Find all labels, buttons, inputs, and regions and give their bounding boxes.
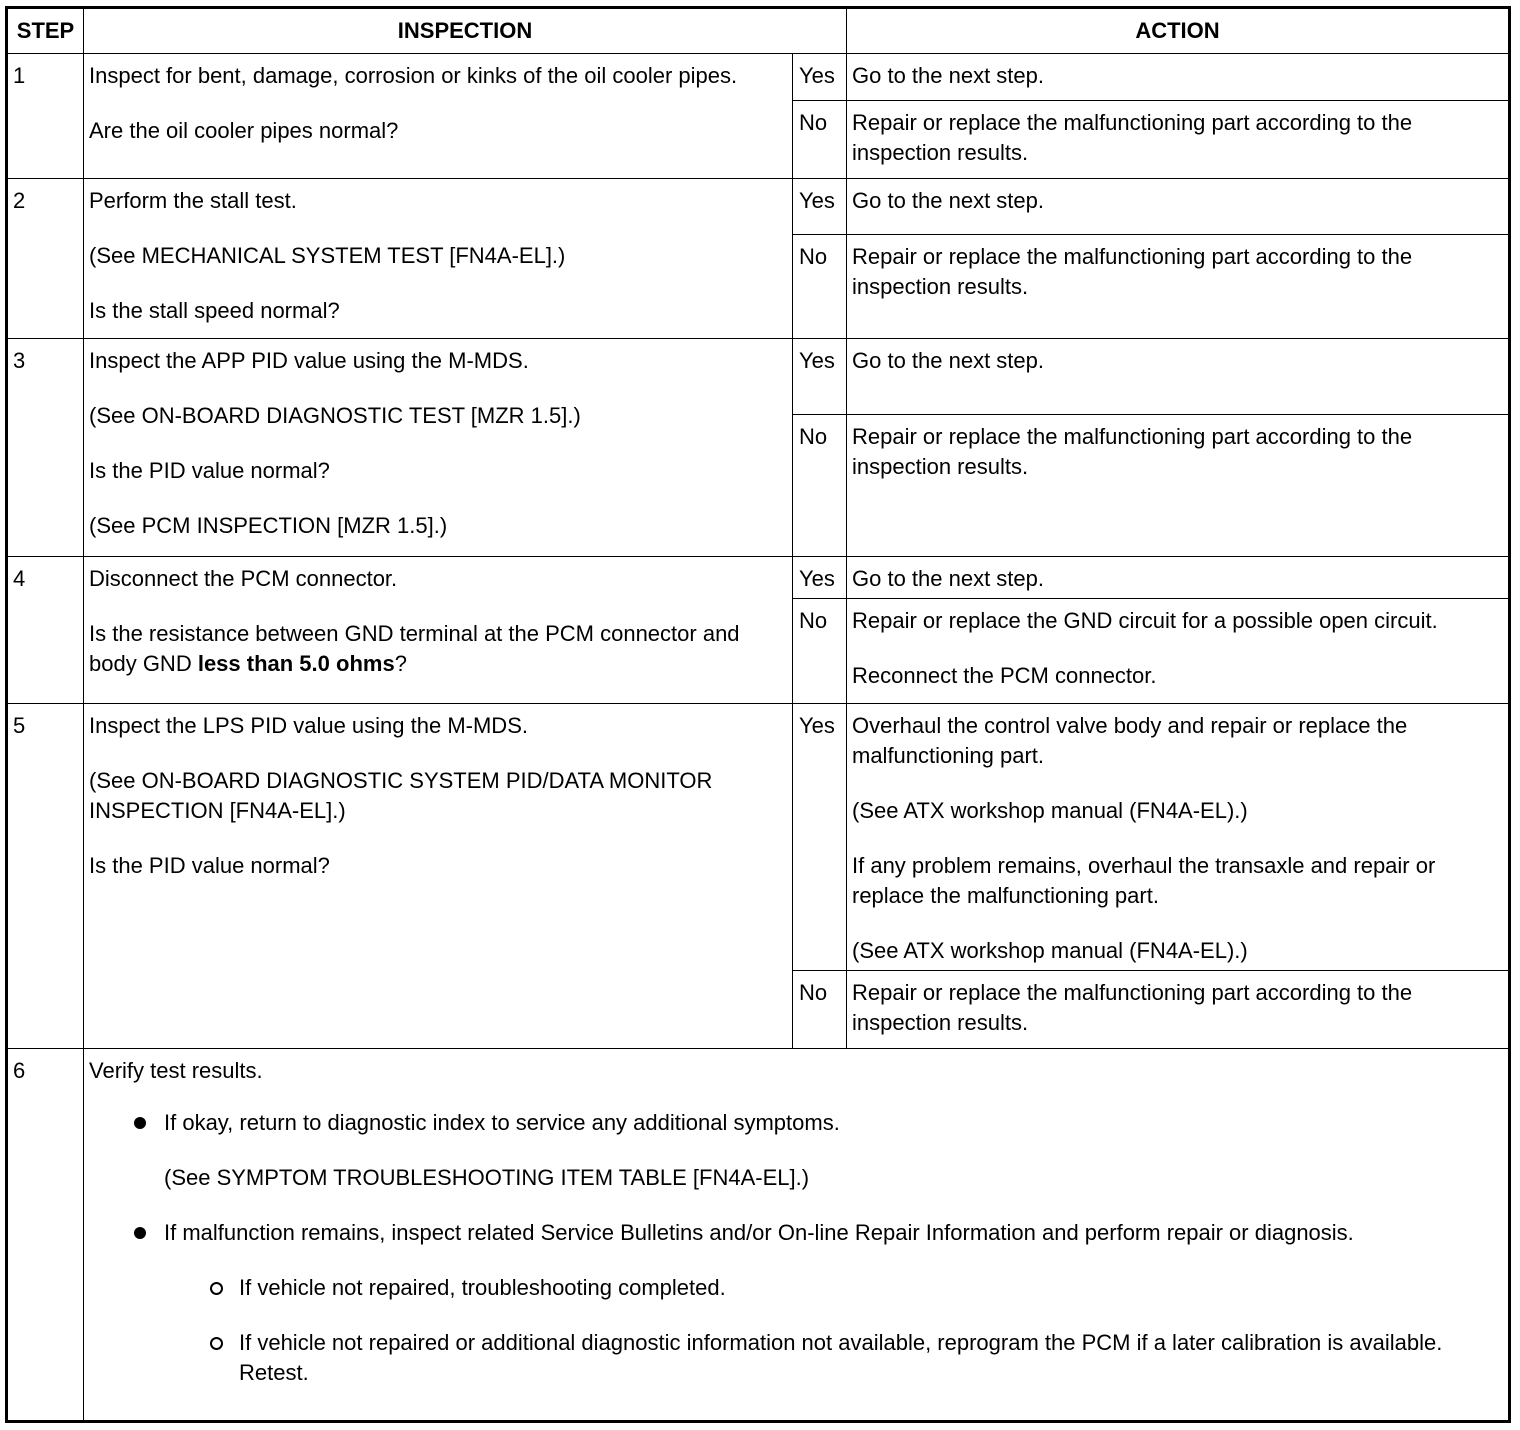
- sub-list: [164, 1273, 1503, 1388]
- question-mark: ?: [394, 650, 407, 676]
- step-number: 3: [7, 338, 84, 556]
- yes-action: [847, 703, 1510, 970]
- no-label: No: [793, 234, 847, 338]
- question-threshold: less than 5.0 ohms: [197, 650, 395, 676]
- step-4-yes-row: [7, 556, 1510, 598]
- yes-action: [847, 338, 1510, 414]
- bullet-text: If malfunction remains, inspect related Service Bulletins and/or On-line Repair Information and perform repair or diagnosis.: [164, 1219, 1354, 1245]
- verify-title: Verify test results.: [89, 1057, 263, 1083]
- action-reference: (See ATX workshop manual (FN4A-EL).): [852, 937, 1248, 963]
- step-number: 4: [7, 556, 84, 703]
- step-3-yes-row: [7, 338, 1510, 414]
- header-step: STEP: [7, 8, 84, 54]
- bullet-text: If okay, return to diagnostic index to service any additional symptoms.: [164, 1109, 840, 1135]
- inspection-text: Inspect the LPS PID value using the M-MDS.: [89, 712, 528, 738]
- step-number: 1: [7, 54, 84, 179]
- action-text: Repair or replace the malfunctioning part according to the inspection results.: [852, 979, 1413, 1035]
- inspection-reference: (See PCM INSPECTION [MZR 1.5].): [89, 512, 448, 538]
- yes-label: Yes: [793, 556, 847, 598]
- no-action: [847, 414, 1510, 556]
- yes-action: [847, 556, 1510, 598]
- action-text: Go to the next step.: [852, 63, 1045, 88]
- no-label: No: [793, 970, 847, 1048]
- no-label: No: [793, 101, 847, 179]
- no-action: [847, 598, 1510, 703]
- inspection-question: Is the PID value normal?: [89, 457, 330, 483]
- inspection-question: Are the oil cooler pipes normal?: [89, 118, 399, 143]
- yes-label: Yes: [793, 703, 847, 970]
- inspection-text: Inspect the APP PID value using the M-MDS.: [89, 347, 529, 373]
- inspection-text: Inspect for bent, damage, corrosion or kinks of the oil cooler pipes.: [89, 63, 738, 88]
- action-text: Repair or replace the malfunctioning part according to the inspection results.: [852, 423, 1413, 479]
- action-text: If any problem remains, overhaul the transaxle and repair or replace the malfunctioning part.: [852, 852, 1436, 908]
- action-text: Repair or replace the malfunctioning part according to the inspection results.: [852, 243, 1413, 299]
- no-action: [847, 970, 1510, 1048]
- question-text: Is the resistance between GND terminal at the PCM connector and body GND: [89, 620, 740, 676]
- yes-action: [847, 178, 1510, 234]
- inspection-cell: [84, 54, 793, 179]
- inspection-cell: [84, 338, 793, 556]
- step-1-yes-row: [7, 54, 1510, 101]
- action-text: Go to the next step.: [852, 187, 1045, 213]
- step-number: 2: [7, 178, 84, 338]
- yes-action: [847, 54, 1510, 101]
- inspection-cell: [84, 178, 793, 338]
- step-number: 5: [7, 703, 84, 1048]
- inspection-reference: (See ON-BOARD DIAGNOSTIC TEST [MZR 1.5].): [89, 402, 581, 428]
- inspection-text: Perform the stall test.: [89, 187, 297, 213]
- verify-cell: [84, 1048, 1510, 1421]
- no-action: [847, 234, 1510, 338]
- inspection-cell: [84, 556, 793, 703]
- inspection-reference: (See ON-BOARD DIAGNOSTIC SYSTEM PID/DATA MONITOR INSPECTION [FN4A-EL].): [89, 767, 713, 823]
- no-action: [847, 101, 1510, 179]
- inspection-text: Disconnect the PCM connector.: [89, 565, 398, 591]
- inspection-reference: (See MECHANICAL SYSTEM TEST [FN4A-EL].): [89, 242, 566, 268]
- inspection-question: [89, 619, 787, 679]
- inspection-cell: [84, 703, 793, 1048]
- sub-list-item: If vehicle not repaired or additional diagnostic information not available, reprogram the PCM if a later calibration is available. Retest.: [89, 1328, 1503, 1388]
- no-label: No: [793, 414, 847, 556]
- action-text: Repair or replace the malfunctioning part according to the inspection results.: [852, 110, 1413, 165]
- header-row: [7, 8, 1510, 54]
- yes-label: Yes: [793, 338, 847, 414]
- yes-label: Yes: [793, 54, 847, 101]
- inspection-question: Is the stall speed normal?: [89, 297, 340, 323]
- list-item: [89, 1108, 1503, 1193]
- action-text: Go to the next step.: [852, 347, 1045, 373]
- sub-list-item: If vehicle not repaired, troubleshooting completed.: [89, 1273, 1503, 1303]
- header-inspection: INSPECTION: [84, 8, 847, 54]
- no-label: No: [793, 598, 847, 703]
- inspection-question: Is the PID value normal?: [89, 852, 330, 878]
- step-6-row: [7, 1048, 1510, 1421]
- header-action: ACTION: [847, 8, 1510, 54]
- step-2-yes-row: [7, 178, 1510, 234]
- step-5-yes-row: [7, 703, 1510, 970]
- troubleshooting-table: [5, 6, 1511, 1423]
- list-item: [89, 1218, 1503, 1388]
- action-reference: (See ATX workshop manual (FN4A-EL).): [852, 797, 1248, 823]
- bullet-reference: (See SYMPTOM TROUBLESHOOTING ITEM TABLE [FN4A-EL].): [164, 1164, 810, 1190]
- yes-label: Yes: [793, 178, 847, 234]
- action-text: Repair or replace the GND circuit for a possible open circuit.: [852, 607, 1438, 633]
- action-text: Overhaul the control valve body and repair or replace the malfunctioning part.: [852, 712, 1408, 768]
- verify-list: [89, 1108, 1503, 1388]
- action-text: Reconnect the PCM connector.: [852, 662, 1157, 688]
- step-number: 6: [7, 1048, 84, 1421]
- action-text: Go to the next step.: [852, 565, 1045, 591]
